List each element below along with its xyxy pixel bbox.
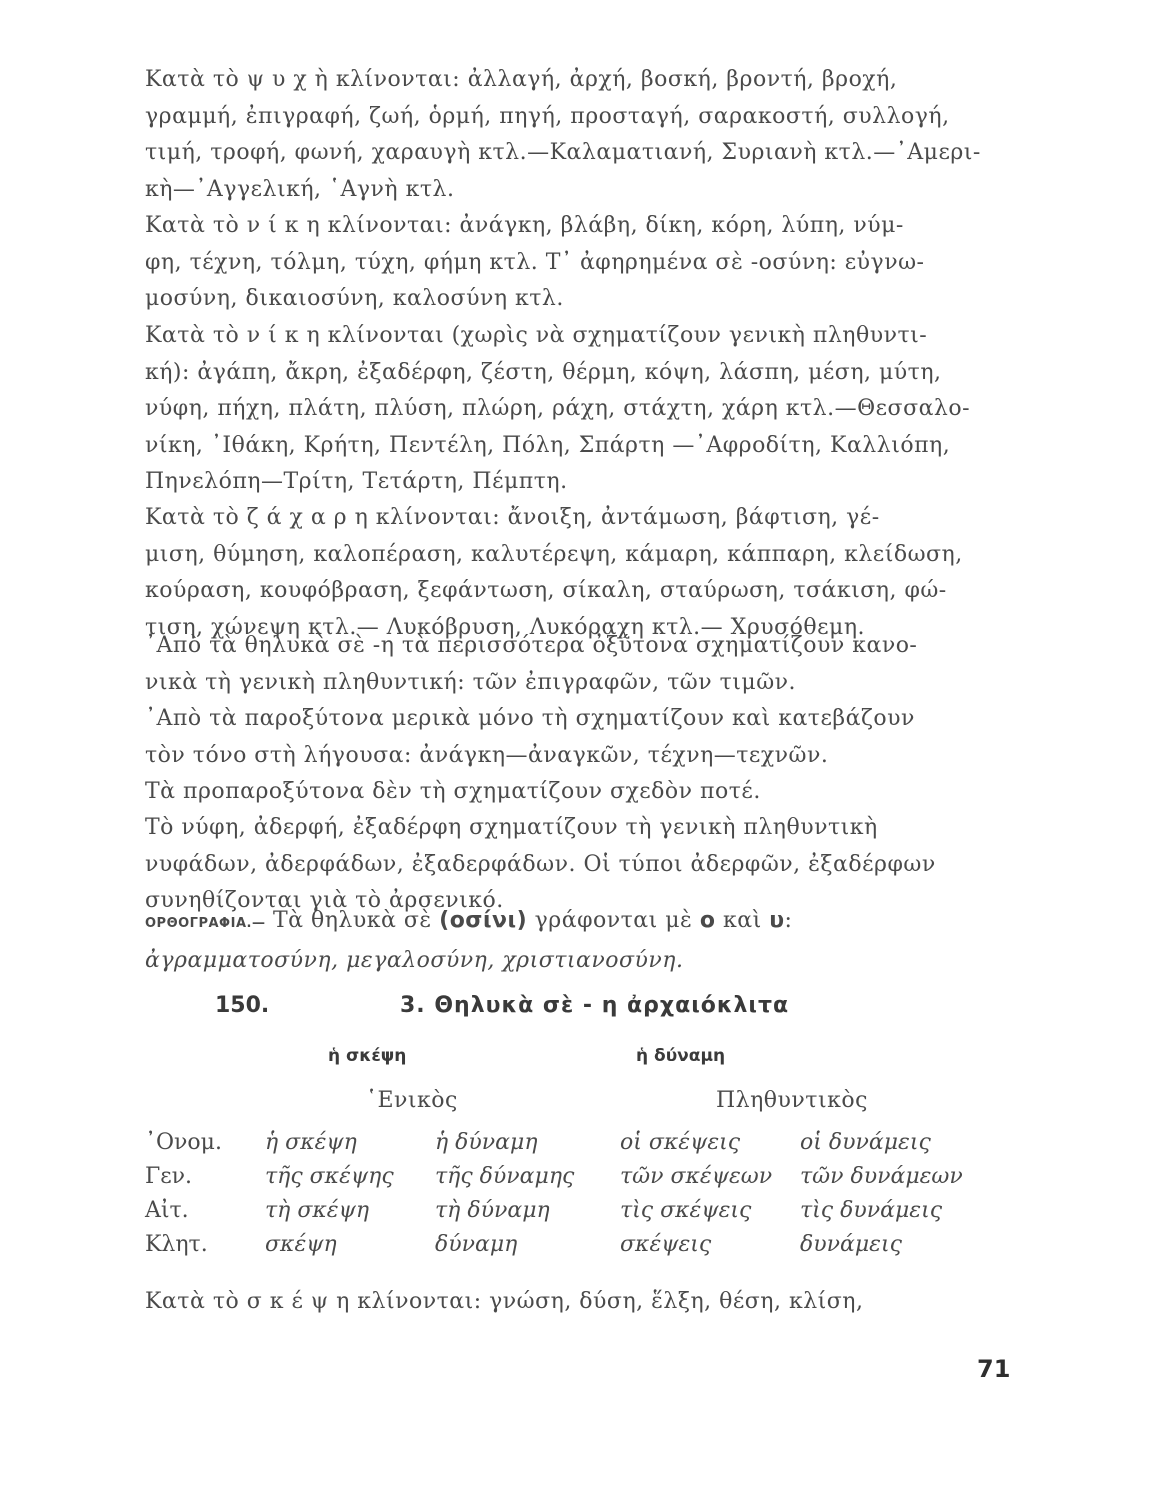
orthography-line-2: ἀγραμματοσύνη, μεγαλοσύνη, χριστιανοσύνη.: [145, 947, 684, 973]
text-line: Κατὰ τὸ ν ί κ η κλίνονται (χωρὶς νὰ σχηματίζουν γενικὴ πληθυντι-: [145, 323, 928, 348]
declension-cell-sg2: τὴ δύναμη: [435, 1198, 550, 1223]
letter-u: υ: [769, 908, 785, 933]
declension-cell-case: Κλητ.: [145, 1232, 208, 1257]
text-line: Κατὰ τὸ ζ ά χ α ρ η κλίνονται: ἄνοιξη, ἀντάμωση, βάφτιση, γέ-: [145, 505, 880, 530]
text-line: νύφη, πήχη, πλάτη, πλύση, πλώρη, ράχη, στάχτη, χάρη κτλ.—Θεσσαλο-: [145, 396, 971, 422]
paragraph: [145, 318, 995, 501]
text-line: Πηνελόπη—Τρίτη, Τετάρτη, Πέμπτη.: [145, 469, 568, 495]
paragraph: [145, 62, 995, 208]
orthography-line-1: [145, 903, 995, 943]
text-line: Τὸ νύφη, ἀδερφή, ἐξαδέρφη σχηματίζουν τὴ γενικὴ πληθυντικὴ: [145, 815, 878, 840]
last-line: Κατὰ τὸ σ κ έ ψ η κλίνονται: γνώση, δύση, ἕλξη, θέση, κλίση,: [145, 1289, 864, 1314]
declension-cell-pl1: τὶς σκέψεις: [620, 1198, 752, 1223]
paragraph: [145, 628, 995, 701]
orthography-label: ΟΡΘΟΓΡΑΦΙΑ.—: [145, 916, 266, 931]
paragraph: [145, 208, 995, 318]
declension-cell-pl1: τῶν σκέψεων: [620, 1164, 773, 1189]
declension-cell-pl2: οἱ δυνάμεις: [800, 1130, 931, 1155]
declension-cell-pl2: δυνάμεις: [800, 1232, 902, 1257]
singular-header: ῾Ενικὸς: [366, 1088, 458, 1113]
declension-cell-sg1: τῆς σκέψης: [265, 1164, 394, 1189]
declension-cell-sg2: τῆς δύναμης: [435, 1164, 575, 1189]
headword-dynami: ἡ δύναμη: [636, 1046, 726, 1066]
suffix-osini: (οσίνι): [439, 908, 528, 933]
letter-o: ο: [699, 908, 716, 933]
text-line: μοσύνη, δικαιοσύνη, καλοσύνη κτλ.: [145, 286, 564, 312]
section-heading: [215, 993, 855, 1033]
text-line: γραμμή, ἐπιγραφή, ζωή, ὁρμή, πηγή, προσταγή, σαρακοστή, συλλογή,: [145, 103, 950, 129]
declension-cell-sg1: σκέψη: [265, 1232, 337, 1257]
text-line: φη, τέχνη, τόλμη, τύχη, φήμη κτλ. Τ᾿ ἀφηρημένα σὲ -οσύνη: εὐγνω-: [145, 249, 925, 275]
declension-cell-case: Γεν.: [145, 1164, 193, 1189]
section-title: 3. Θηλυκὰ σὲ - η ἀρχαιόκλιτα: [400, 993, 790, 1018]
declension-row: [145, 1130, 995, 1166]
declension-cell-case: ᾿Ονομ.: [145, 1130, 222, 1155]
text-line: Τὰ προπαροξύτονα δὲν τὴ σχηματίζουν σχεδὸν ποτέ.: [145, 779, 761, 804]
paragraph: [145, 500, 995, 646]
orthography-text-mid: γράφονται μὲ: [527, 908, 700, 933]
declension-cell-sg1: τὴ σκέψη: [265, 1198, 370, 1223]
declension-table: [145, 1130, 995, 1270]
text-line: Κατὰ τὸ ψ υ χ ὴ κλίνονται: ἀλλαγή, ἀρχή, βοσκή, βροντή, βροχή,: [145, 67, 898, 92]
headword-skepsi: ἡ σκέψη: [328, 1046, 407, 1066]
declension-cell-case: Αἰτ.: [145, 1198, 189, 1223]
text-line: ᾿Απὸ τὰ θηλυκὰ σὲ -η τὰ περισσότερα ὀξύτονα σχηματίζουν κανο-: [145, 633, 918, 658]
orthography-text-and: καὶ: [715, 908, 770, 933]
text-line: κούραση, κουφόβραση, ξεφάντωση, σίκαλη, σταύρωση, τσάκιση, φώ-: [145, 578, 947, 604]
orthography-colon: :: [784, 908, 793, 933]
plural-header: Πληθυντικὸς: [716, 1088, 868, 1113]
page-number: 71: [977, 1355, 1011, 1383]
text-line: κή): ἀγάπη, ἄκρη, ἐξαδέρφη, ζέστη, θέρμη, κόψη, λάσπη, μέση, μύτη,: [145, 359, 942, 385]
declension-cell-sg2: δύναμη: [435, 1232, 518, 1257]
text-line: μιση, θύμηση, καλοπέραση, καλυτέρεψη, κάμαρη, κάππαρη, κλείδωση,: [145, 541, 963, 567]
text-line: Κατὰ τὸ ν ί κ η κλίνονται: ἀνάγκη, βλάβη, δίκη, κόρη, λύπη, νύμ-: [145, 213, 904, 238]
text-line: ᾿Απὸ τὰ παροξύτονα μερικὰ μόνο τὴ σχηματίζουν καὶ κατεβάζουν: [145, 706, 915, 731]
declension-cell-pl2: τὶς δυνάμεις: [800, 1198, 943, 1223]
text-line: νικὰ τὴ γενικὴ πληθυντική: τῶν ἐπιγραφῶν, τῶν τιμῶν.: [145, 669, 797, 695]
text-line: νίκη, ᾿Ιθάκη, Κρήτη, Πεντέλη, Πόλη, Σπάρτη —᾿Αφροδίτη, Καλλιόπη,: [145, 432, 951, 458]
declension-cell-pl2: τῶν δυνάμεων: [800, 1164, 963, 1189]
section-number: 150.: [215, 993, 270, 1018]
paragraph: [145, 701, 995, 774]
declension-row: [145, 1232, 995, 1268]
text-line: τὸν τόνο στὴ λήγουσα: ἀνάγκη—ἀναγκῶν, τέχνη—τεχνῶν.: [145, 742, 829, 768]
text-line: νυφάδων, ἀδερφάδων, ἐξαδερφάδων. Οἱ τύποι ἀδερφῶν, ἐξαδέρφων: [145, 851, 936, 877]
text-line: κὴ—᾿Αγγελική, ῾Αγνὴ κτλ.: [145, 176, 455, 202]
paragraph: [145, 774, 995, 811]
text-line: τιμή, τροφή, φωνή, χαραυγὴ κτλ.—Καλαματιανή, Συριανὴ κτλ.—᾿Αμερι-: [145, 140, 981, 166]
orthography-note: [145, 903, 995, 979]
text-line: τιση, χώνεψη κτλ.— Λυκόβρυση, Λυκόραχη κτλ.— Χρυσόθεμη.: [145, 614, 866, 640]
declension-cell-sg1: ἡ σκέψη: [265, 1130, 357, 1155]
declension-cell-pl1: σκέψεις: [620, 1232, 712, 1257]
declension-row: [145, 1198, 995, 1234]
last-paragraph: [145, 1284, 995, 1321]
declension-row: [145, 1164, 995, 1200]
declension-cell-pl1: οἱ σκέψεις: [620, 1130, 741, 1155]
text-line: συνηθίζονται γιὰ τὸ ἀρσενικό.: [145, 888, 504, 914]
declension-cell-sg2: ἡ δύναμη: [435, 1130, 538, 1155]
orthography-text: Τὰ θηλυκὰ σὲ: [265, 908, 440, 933]
